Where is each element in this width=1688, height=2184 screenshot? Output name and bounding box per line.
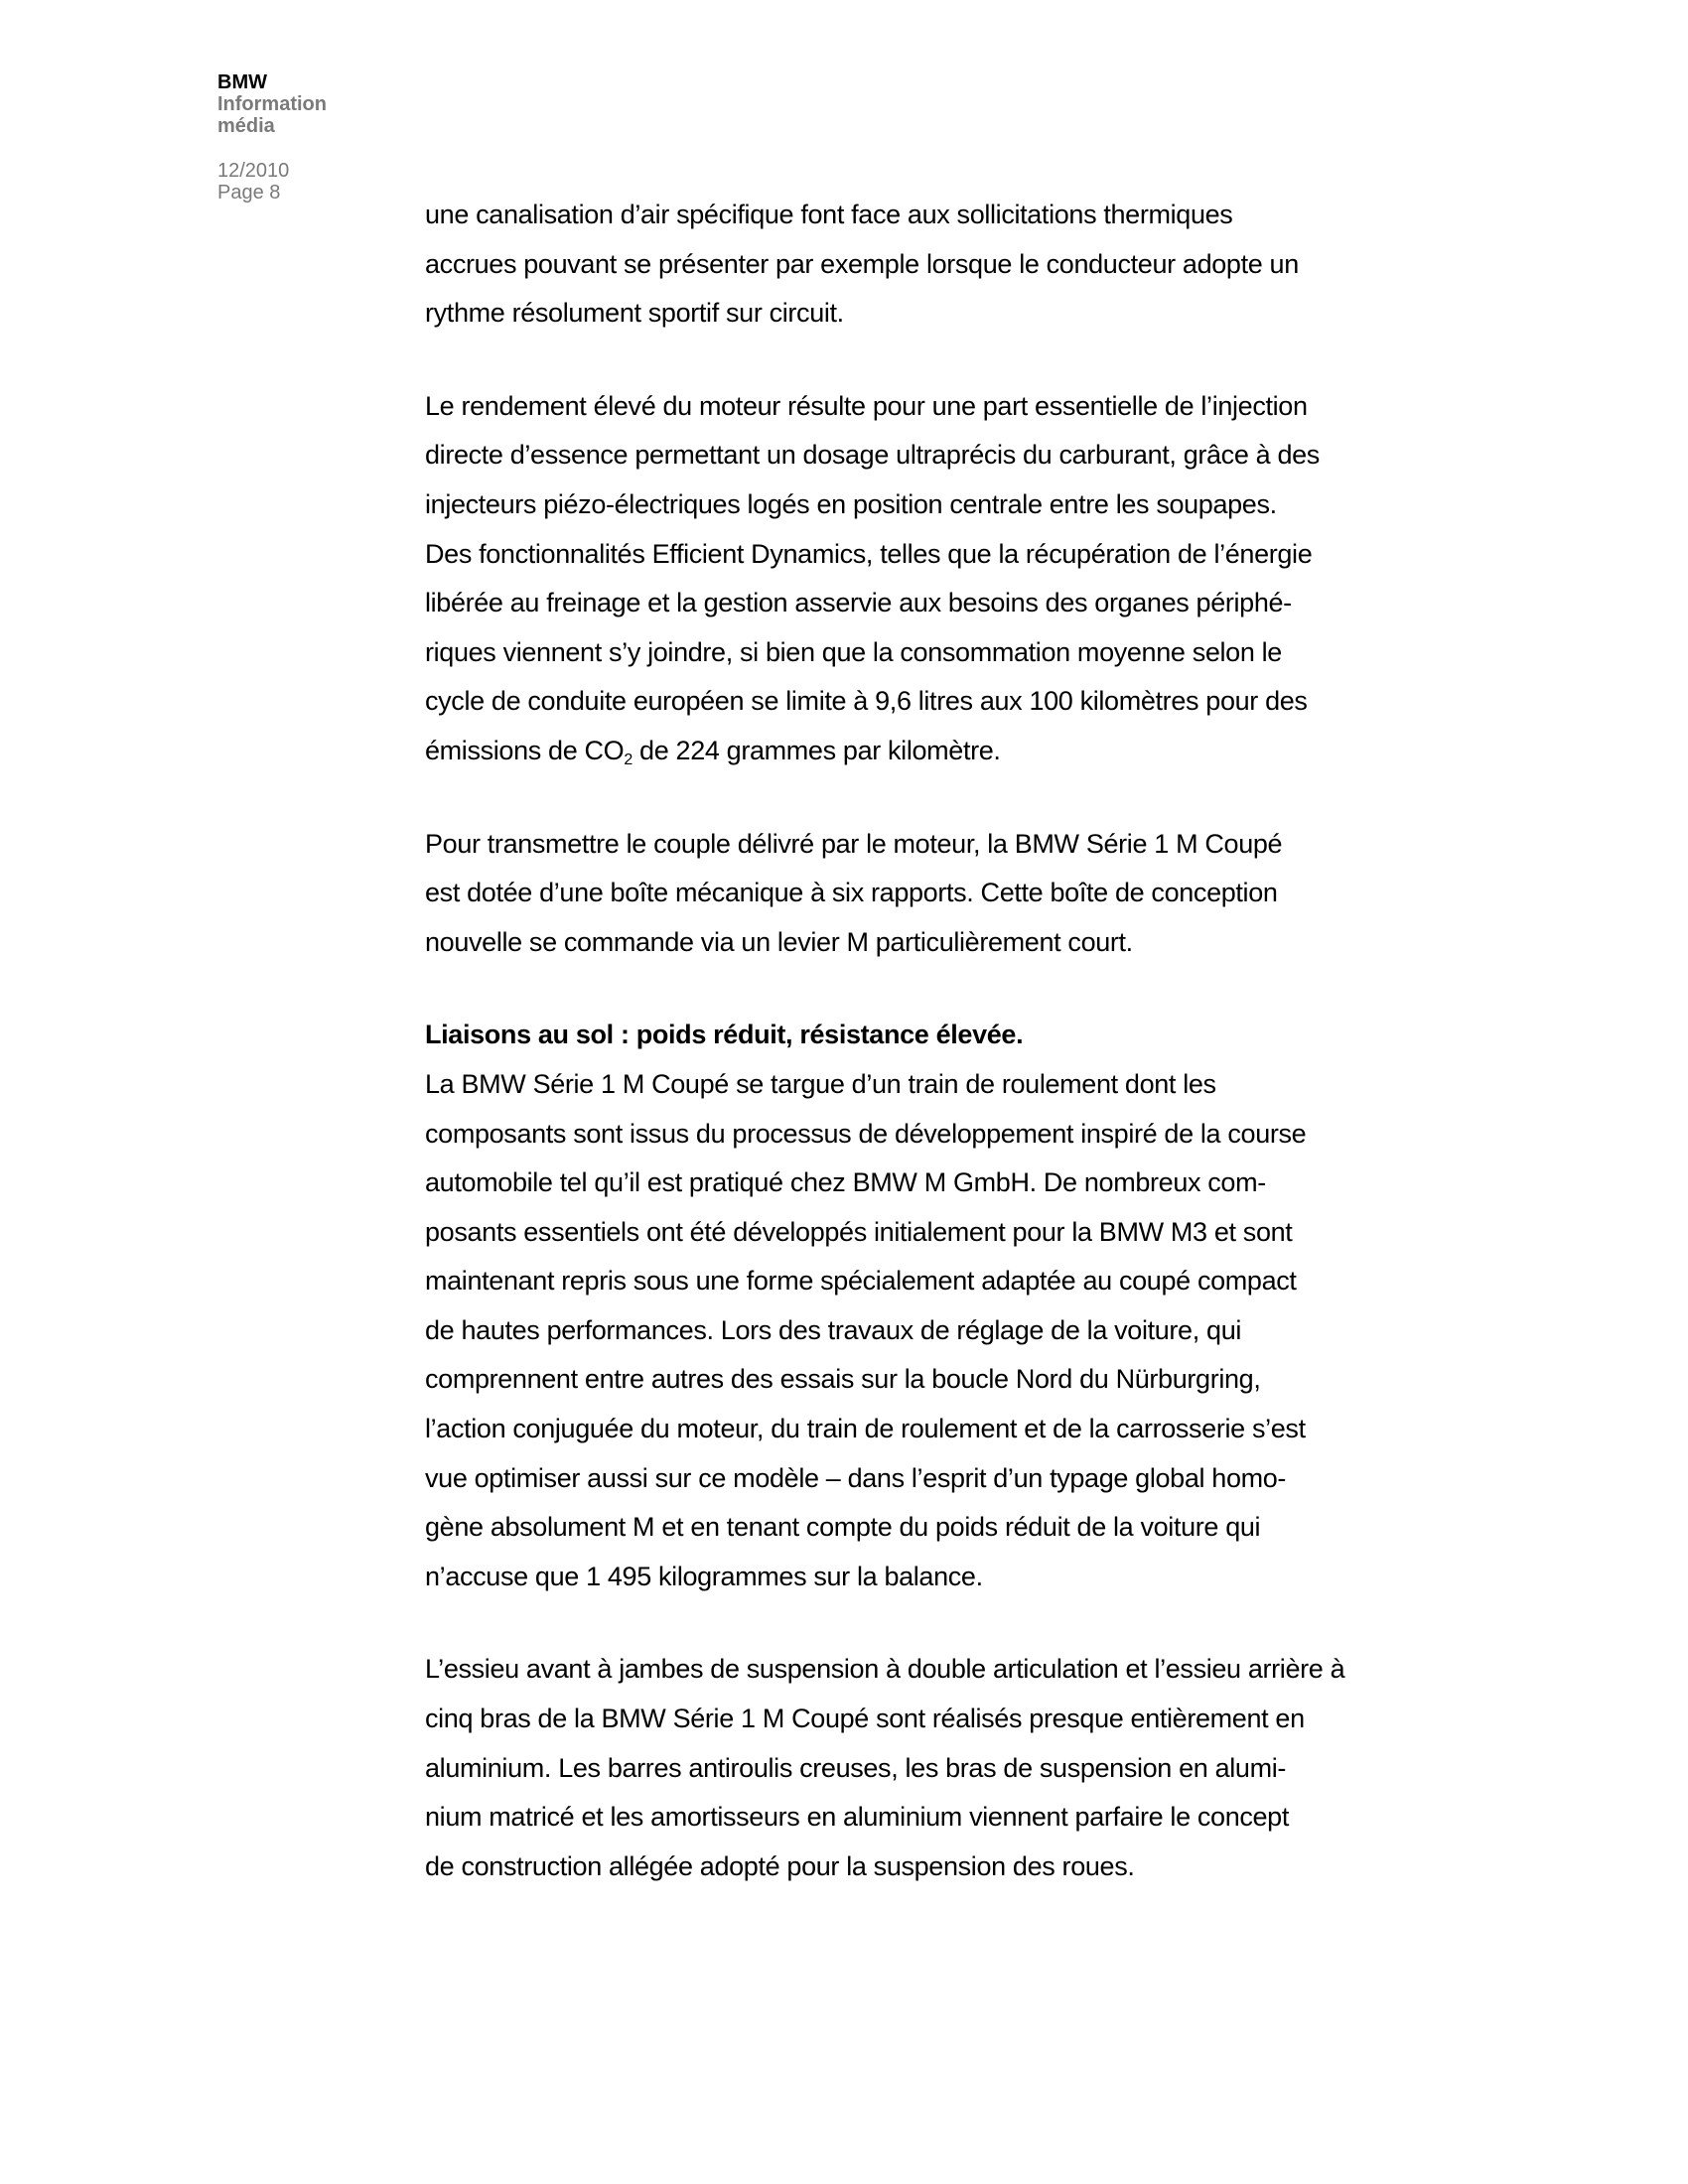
section-paragraph <box>425 1060 1398 1602</box>
page-number: Page 8 <box>217 182 281 204</box>
text-line: rythme résolument sportif sur circuit. <box>425 298 844 329</box>
paragraph <box>425 382 1398 776</box>
text-line: de hautes performances. Lors des travaux de réglage de la voiture, qui <box>425 1314 1242 1345</box>
co2-line-end: de 224 grammes par kilomètre. <box>632 735 1001 765</box>
text-line: cinq bras de la BMW Série 1 M Coupé sont réalisés presque entièrement en <box>425 1704 1305 1734</box>
text-line: gène absolument M et en tenant compte du poids réduit de la voiture qui <box>425 1512 1261 1543</box>
brand-subtitle-line2: média <box>217 115 275 137</box>
text-line: directe d’essence permettant un dosage ultraprécis du carburant, grâce à des <box>425 440 1320 471</box>
text-line: injecteurs piézo-électriques logés en position centrale entre les soupapes. <box>425 488 1277 519</box>
section-heading: Liaisons au sol : poids réduit, résistance élevée. <box>425 1020 1024 1050</box>
brand-subtitle-line1: Information <box>217 93 327 115</box>
text-line: Le rendement élevé du moteur résulte pour une part essentielle de l’injection <box>425 390 1308 421</box>
text-line: automobile tel qu’il est pratiqué chez BMW M GmbH. De nombreux com- <box>425 1167 1266 1198</box>
text-line: de construction allégée adopté pour la suspension des roues. <box>425 1850 1135 1881</box>
text-line: nium matricé et les amortisseurs en aluminium viennent parfaire le concept <box>425 1802 1290 1833</box>
text-line: accrues pouvant se présenter par exemple lorsque le conducteur adopte un <box>425 248 1299 279</box>
text-line: est dotée d’une boîte mécanique à six rapports. Cette boîte de conception <box>425 878 1278 908</box>
text-line: riques viennent s’y joindre, si bien que la consommation moyenne selon le <box>425 636 1282 667</box>
text-line: une canalisation d’air spécifique font face aux sollicitations thermiques <box>425 200 1233 229</box>
text-line: Pour transmettre le couple délivré par le moteur, la BMW Série 1 M Coupé <box>425 828 1283 859</box>
text-line: L’essieu avant à jambes de suspension à double articulation et l’essieu arrière à <box>425 1654 1345 1685</box>
text-line: comprennent entre autres des essais sur la boucle Nord du Nürburgring, <box>425 1364 1261 1395</box>
text-line: libérée au freinage et la gestion asservie aux besoins des organes périphé- <box>425 588 1292 618</box>
text-line: cycle de conduite européen se limite à 9,6 litres aux 100 kilomètres pour des <box>425 686 1308 717</box>
paragraph <box>425 1645 1398 1891</box>
text-line: nouvelle se commande via un levier M particulièrement court. <box>425 926 1133 957</box>
text-line: composants sont issus du processus de développement inspiré de la course <box>425 1118 1307 1149</box>
document-date: 12/2010 <box>217 160 290 182</box>
text-line: posants essentiels ont été développés initialement pour la BMW M3 et sont <box>425 1216 1293 1247</box>
document-header <box>217 71 416 204</box>
paragraph <box>425 191 1398 339</box>
text-line: maintenant repris sous une forme spécialement adaptée au coupé compact <box>425 1266 1297 1297</box>
text-line: aluminium. Les barres antiroulis creuses, les bras de suspension en alumi- <box>425 1752 1287 1783</box>
brand-name: BMW <box>217 71 267 93</box>
co2-subscript: 2 <box>624 751 633 768</box>
text-line: vue optimiser aussi sur ce modèle – dans l’esprit d’un typage global homo- <box>425 1462 1287 1493</box>
text-line-co2 <box>425 727 1398 776</box>
text-line: n’accuse que 1 495 kilogrammes sur la balance. <box>425 1561 983 1591</box>
co2-line-start: émissions de CO <box>425 735 625 765</box>
text-line: La BMW Série 1 M Coupé se targue d’un train de roulement dont les <box>425 1068 1216 1099</box>
document-body <box>425 191 1398 1935</box>
paragraph <box>425 820 1398 968</box>
text-line: Des fonctionnalités Efficient Dynamics, telles que la récupération de l’énergie <box>425 538 1313 569</box>
text-line: l’action conjuguée du moteur, du train de roulement et de la carrosserie s’est <box>425 1414 1306 1444</box>
